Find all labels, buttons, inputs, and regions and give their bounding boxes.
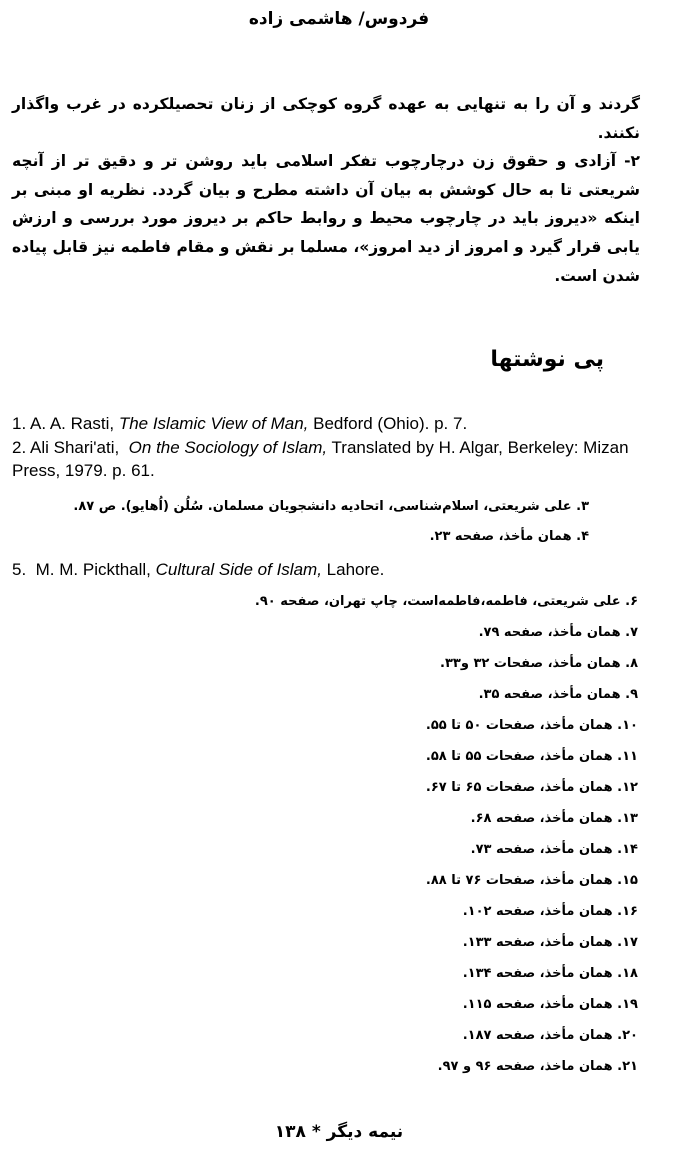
running-title: فردوس/ هاشمی زاده xyxy=(248,9,430,29)
body-paragraph-1: گردند و آن را به تنهایی به عهده گروه کوچکی از زنان تحصیلکرده در غرب واگذار نکنند. xyxy=(12,95,640,142)
notes-heading: پی نوشتها xyxy=(490,347,604,372)
endnote-author: Ali Shari'ati, xyxy=(29,438,120,457)
endnote-16: ۱۶. همان مأخذ، صفحه ۱۰۲. xyxy=(462,904,638,919)
page-number: ۱۳۸ xyxy=(274,1122,306,1142)
endnote-number: 1. xyxy=(12,414,27,433)
running-header xyxy=(0,6,678,32)
endnote-number: 5. xyxy=(12,560,27,579)
endnote-12: ۱۲. همان مأخذ، صفحات ۶۵ تا ۶۷. xyxy=(425,780,638,795)
endnote-21: ۲۱. همان ماخذ، صفحه ۹۶ و ۹۷. xyxy=(437,1059,638,1074)
endnote-20: ۲۰. همان مأخذ، صفحه ۱۸۷. xyxy=(462,1028,638,1043)
endnote-5 xyxy=(12,558,384,581)
endnote-1 xyxy=(12,412,467,435)
endnote-15: ۱۵. همان مأخذ، صفحات ۷۶ تا ۸۸. xyxy=(425,873,638,888)
endnote-title: On the Sociology of Islam, xyxy=(128,438,328,457)
endnote-11: ۱۱. همان مأخذ، صفحات ۵۵ تا ۵۸. xyxy=(425,749,638,764)
body-paragraph-2: ۲- آزادی و حقوق زن درچارچوب تفکر اسلامی باید روشن تر و دقیق تر از آنچه شریعتی تا به حال کوشش به بیان آن داشته مطرح و بیان گردد. نظریه او مبنی بر اینکه «دیروز باید در چارچوب محیط و روابط حاکم بر دیروز مورد بررسی و ارزش یابی قرار گیرد و امروز از دید امروز»، مسلما بر نقش و مقام فاطمه نیز قابل پیاده شدن است. xyxy=(12,152,640,285)
endnote-3: ۳. علی شریعتی، اسلام‌شناسی، اتحادیه دانشجویان مسلمان. سُلُن (اُهایو). ص ۸۷. xyxy=(73,499,589,514)
endnote-19: ۱۹. همان مأخذ، صفحه ۱۱۵. xyxy=(462,997,638,1012)
endnote-14: ۱۴. همان مأخذ، صفحه ۷۳. xyxy=(470,842,638,857)
page-footer xyxy=(0,1118,678,1146)
footer-separator: * xyxy=(311,1122,321,1142)
endnote-details: Translated by H. Algar, Berkeley: Mizan Press, 1979. p. 61. xyxy=(12,438,629,480)
endnote-10: ۱۰. همان مأخذ، صفحات ۵۰ تا ۵۵. xyxy=(425,718,638,733)
endnote-author: A. A. Rasti, xyxy=(29,414,115,433)
journal-name: نیمه دیگر xyxy=(326,1122,404,1142)
endnote-details: Lahore. xyxy=(326,560,385,579)
endnote-author: M. M. Pickthall, xyxy=(35,560,151,579)
endnote-18: ۱۸. همان مأخذ، صفحه ۱۳۴. xyxy=(462,966,638,981)
endnote-title: Cultural Side of Islam, xyxy=(155,560,322,579)
endnote-title: The Islamic View of Man, xyxy=(118,414,309,433)
endnote-9: ۹. همان مأخذ، صفحه ۳۵. xyxy=(478,687,638,702)
body-text xyxy=(12,90,640,290)
endnote-7: ۷. همان مأخذ، صفحه ۷۹. xyxy=(478,625,638,640)
endnote-4: ۴. همان مأخذ، صفحه ۲۳. xyxy=(429,529,589,544)
endnote-8: ۸. همان مأخذ، صفحات ۳۲ و۳۳. xyxy=(440,656,638,671)
endnote-6: ۶. علی شریعتی، فاطمه،فاطمه‌است، چاپ تهران، صفحه ۹۰. xyxy=(254,594,638,609)
endnote-number: 2. xyxy=(12,438,27,457)
endnote-details: Bedford (Ohio). p. 7. xyxy=(313,414,468,433)
endnote-17: ۱۷. همان مأخذ، صفحه ۱۳۳. xyxy=(462,935,638,950)
endnote-2 xyxy=(12,436,642,482)
endnote-13: ۱۳. همان مأخذ، صفحه ۶۸. xyxy=(470,811,638,826)
